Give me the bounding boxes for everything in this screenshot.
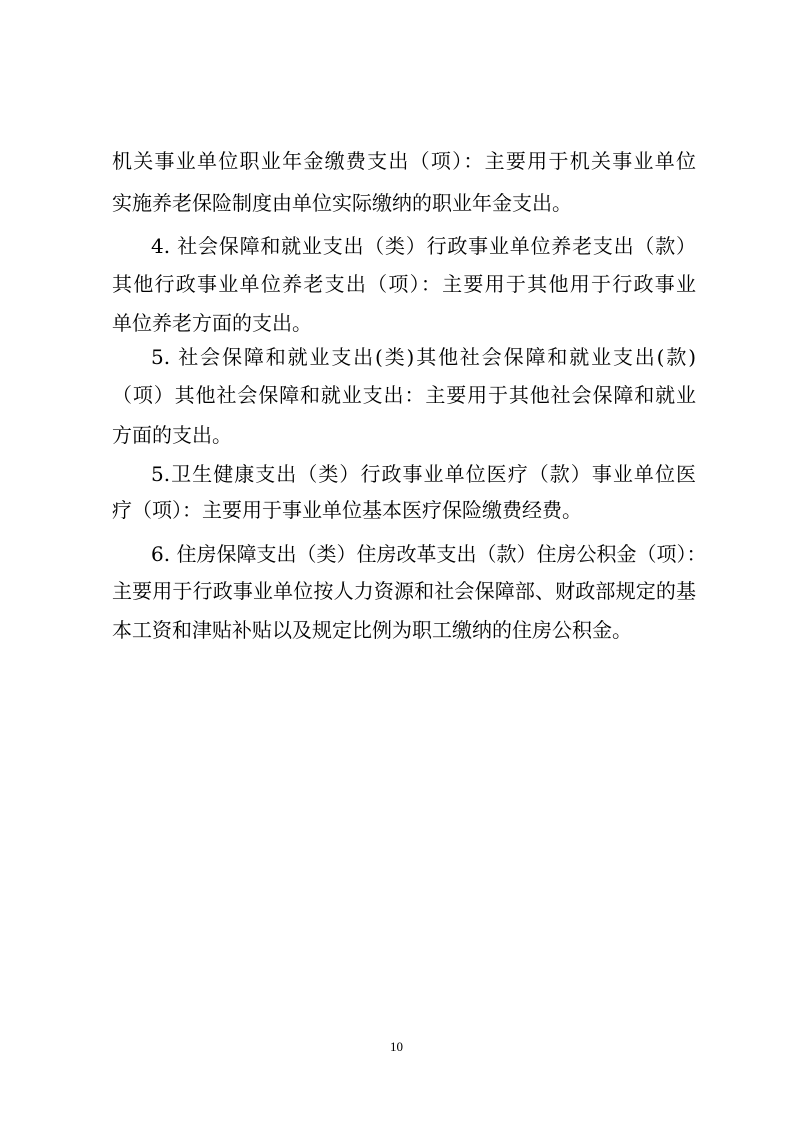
- paragraph-3-line-2: （项）其他社会保障和就业支出：主要用于其他社会保障和就业: [112, 383, 696, 407]
- paragraph-1-line-2: 实施养老保险制度由单位实际缴纳的职业年金支出。: [112, 191, 572, 215]
- paragraph-5-line-1: 6. 住房保障支出（类）住房改革支出（款）住房公积金（项）：: [151, 542, 707, 566]
- paragraph-3-line-3: 方面的支出。: [112, 423, 232, 447]
- paragraph-5-line-2: 主要用于行政事业单位按人力资源和社会保障部、财政部规定的基: [112, 579, 696, 603]
- paragraph-2-line-3: 单位养老方面的支出。: [112, 311, 312, 335]
- paragraph-4-line-1: 5.卫生健康支出（类）行政事业单位医疗（款）事业单位医: [151, 462, 696, 486]
- paragraph-5-line-3: 本工资和津贴补贴以及规定比例为职工缴纳的住房公积金。: [112, 618, 632, 642]
- page-number: 10: [390, 1039, 403, 1054]
- paragraph-1-line-1: 机关事业单位职业年金缴费支出（项）：主要用于机关事业单位: [112, 149, 696, 173]
- paragraph-4-line-2: 疗（项）：主要用于事业单位基本医疗保险缴费经费。: [112, 498, 582, 522]
- paragraph-2-line-1: 4. 社会保障和就业支出（类）行政事业单位养老支出（款）: [151, 234, 696, 258]
- paragraph-3-line-1: 5. 社会保障和就业支出(类)其他社会保障和就业支出(款): [151, 345, 696, 369]
- paragraph-2-line-2: 其他行政事业单位养老支出（项）：主要用于其他用于行政事业: [112, 272, 696, 296]
